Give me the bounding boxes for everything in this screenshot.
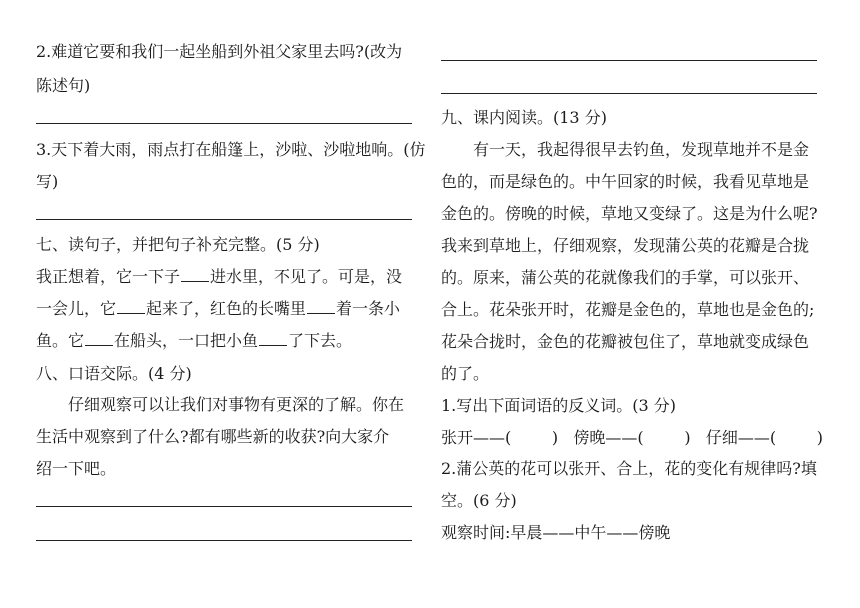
question-3-text: 3.天下着大雨，雨点打在船篷上，沙啦、沙啦地响。(仿: [36, 140, 426, 159]
passage-line-6: 合上。花朵张开时，花瓣是金色的，草地也是金色的;: [441, 300, 815, 319]
answer-line-s8-2[interactable]: [36, 540, 412, 541]
section-7-line-2: [36, 299, 400, 319]
section-8-title: 八、口语交际。(4 分): [36, 364, 192, 383]
question-3-text-cont: 写): [36, 172, 59, 191]
s7-text: 着一条小: [336, 299, 401, 318]
section-8-line-3: 绍一下吧。: [36, 459, 117, 478]
section-7-line-1: [36, 267, 402, 287]
s7-text: 我正想着，它一下子: [36, 267, 181, 286]
section-8-line-2: 生活中观察到了什么?都有哪些新的收获?向大家介: [36, 427, 390, 446]
observation-time: 观察时间:早晨——中午——傍晚: [441, 523, 671, 542]
question-2-prompt-cont: 空。(6 分): [441, 491, 517, 510]
passage-line-5: 的。原来，蒲公英的花就像我们的手掌，可以张开、: [441, 268, 810, 287]
passage-line-2: 色的，而是绿色的。中午回家的时候，我看见草地是: [441, 172, 810, 191]
section-7-title: 七、读句子，并把句子补充完整。(5 分): [36, 235, 320, 254]
question-2-text-cont: 陈述句): [36, 76, 91, 95]
passage-line-4: 我来到草地上，仔细观察，发现蒲公英的花瓣是合拢: [441, 236, 810, 255]
fill-blank-1[interactable]: [181, 267, 209, 282]
question-1-prompt: 1.写出下面词语的反义词。(3 分): [441, 396, 677, 415]
s7-text: 了下去。: [288, 331, 353, 350]
question-1-items[interactable]: 张开——( ) 傍晚——( ) 仔细——( ): [441, 428, 824, 447]
fill-blank-3[interactable]: [307, 299, 335, 314]
answer-line-q2[interactable]: [36, 123, 412, 124]
s7-text: 一会儿，它: [36, 299, 117, 318]
answer-line-q3[interactable]: [36, 219, 412, 220]
fill-blank-4[interactable]: [85, 331, 113, 346]
passage-line-3: 金色的。傍晚的时候，草地又变绿了。这是为什么呢?: [441, 204, 818, 223]
s7-text: 鱼。它: [36, 331, 85, 350]
answer-line-s8-1[interactable]: [36, 506, 412, 507]
s7-text: 进水里，不见了。可是，没: [210, 267, 403, 286]
question-2-text: 2.难道它要和我们一起坐船到外祖父家里去吗?(改为: [36, 42, 403, 61]
section-9-title: 九、课内阅读。(13 分): [441, 108, 607, 127]
fill-blank-5[interactable]: [259, 331, 287, 346]
section-8-line-1: 仔细观察可以让我们对事物有更深的了解。你在: [68, 395, 405, 414]
fill-blank-2[interactable]: [117, 299, 145, 314]
answer-line-top-1[interactable]: [441, 60, 817, 61]
passage-line-7: 花朵合拢时，金色的花瓣被包住了，草地就变成绿色: [441, 332, 810, 351]
s7-text: 起来了，红色的长嘴里: [146, 299, 307, 318]
section-7-line-3: [36, 331, 352, 351]
passage-line-1: 有一天，我起得很早去钓鱼，发现草地并不是金: [473, 140, 810, 159]
question-2-prompt: 2.蒲公英的花可以张开、合上，花的变化有规律吗?填: [441, 459, 817, 478]
s7-text: 在船头，一口把小鱼: [114, 331, 259, 350]
answer-line-top-2[interactable]: [441, 93, 817, 94]
passage-line-8: 的了。: [441, 364, 490, 383]
